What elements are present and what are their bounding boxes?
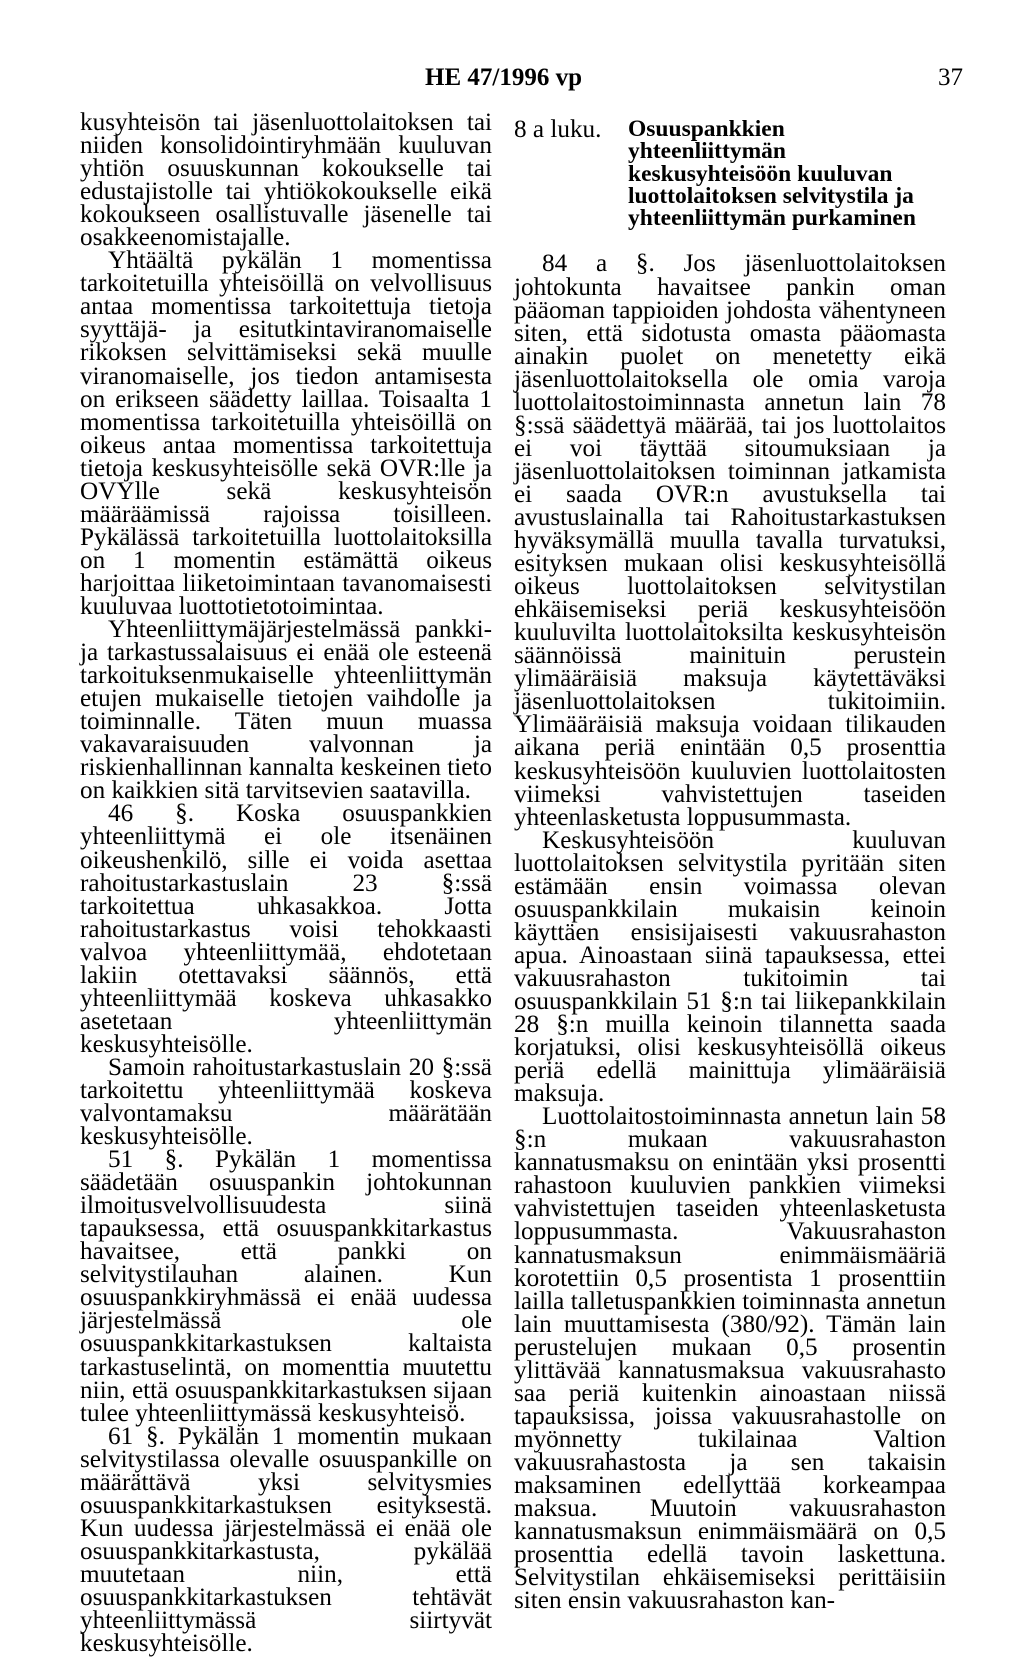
page-header (0, 64, 1024, 104)
paragraph: 46 §. Koska osuuspankkien yhteenliittymä ei ole itsenäinen oikeushenkilö, sille ei voida asettaa rahoitustarkastuslain 23 §:ssä tarkoitettua uhkasakkoa. Jotta rahoitustarkastus voisi tehokkaasti valvoa yhteenliittymää, ehdotetaan lakiin otettavaksi säännös, että yhteenliittymää koskeva uhkasakko asetetaan yhteenliittymän keskusyhteisölle. (80, 800, 492, 1058)
paragraph: 61 §. Pykälän 1 momentin mukaan selvitystilassa olevalle osuuspankille on määrättävä yksi selvitysmies osuuspankkitarkastuksen esityksestä. Kun uudessa järjestelmässä ei enää ole osuuspankkitarkastusta, pykälää muutetaan niin, että osuuspankkitarkastuksen tehtävät yhteenliittymässä siirtyvät keskusyhteisölle. (80, 1422, 492, 1657)
paragraph: 51 §. Pykälän 1 momentissa säädetään osuuspankin johtokunnan ilmoitusvelvollisuudesta siinä tapauksessa, että osuuspankkitarkastus havaitsee, että pankki on selvitystilauhan alainen. Kun osuuspankkiryhmässä ei enää uudessa järjestelmässä ole osuuspankkitarkastuksen kaltaista tarkastuselintä, on momenttia muutettu niin, että osuuspankkitarkastuksen sijaan tulee yhteenliittymässä keskusyhteisö. (80, 1146, 492, 1427)
page-number: 37 (938, 64, 963, 91)
document-id: HE 47/1996 vp (425, 64, 582, 91)
paragraph: kusyhteisön tai jäsenluottolaitoksen tai niiden konsolidointiryhmään kuuluvan yhtiön osuuskunnan kokoukselle tai edustajistolle tai yhtiökokoukselle eikä kokoukseen osallistuvalle jäsenelle tai osakkeenomistajalle. (80, 109, 492, 252)
left-column (80, 111, 492, 1655)
paragraph: 84 a §. Jos jäsenluottolaitoksen johtokunta havaitsee pankin oman pääoman tappioiden johdosta vähentyneen siten, että sidotusta omasta pääomasta ainakin puolet on menetetty eikä jäsenluottolaitoksella ole omia varoja luottolaitostoiminnasta annetun lain 78 §:ssä säädettyä määrää, tai jos luottolaitos ei voi täyttää sitoumuksiaan ja jäsenluottolaitoksen toiminnan jatkamista ei saada OVR:n avustuksella tai avustuslainalla tai Rahoitustarkastuksen hyväksymällä muulla tavalla turvatuksi, esityksen mukaan olisi keskusyhteisöllä oikeus luottolaitoksen selvitystilan ehkäisemiseksi periä keskusyhteisöön kuuluvilta luottolaitoksilta keskusyhteisön säännöissä mainituin perustein ylimääräisiä maksuja käytettäväksi jäsenluottolaitoksen tukitoimiin. Ylimääräisiä maksuja voidaan tilikauden aikana periä enintään 0,5 prosenttia keskusyhteisöön kuuluvien luottolaitosten viimeksi vahvistettujen taseiden yhteenlasketusta loppusummasta. (514, 250, 946, 831)
chapter-title: Osuuspankkien yhteenliittymän keskusyhteisöön kuuluvan luottolaitoksen selvitystila ja yhteenliittymän purkaminen (628, 116, 916, 232)
paragraph: Luottolaitostoiminnasta annetun lain 58 §:n mukaan vakuusrahaston kannatusmaksu on enintään yksi prosentti rahastoon kuuluvien pankkien viimeksi vahvistettujen taseiden yhteenlasketusta loppusummasta. Vakuusrahaston kannatusmaksun enimmäismääriä korotettiin 0,5 prosentista 1 prosenttiin lailla talletuspankkien toiminnasta annetun lain muuttamisesta (380/92). Tämän lain perustelujen mukaan 0,5 prosentin ylittävää kannatusmaksua vakuusrahasto saa periä kuitenkin ainoastaan niissä tapauksissa, joissa vakuusrahastolle on myönnetty tukilainaa Valtion vakuusrahastosta ja sen takaisin maksaminen edellyttää korkeampaa maksua. Muutoin vakuusrahaston kannatusmaksun enimmäismäärä on 0,5 prosenttia edellä tavoin laskettuna. Selvitystilan ehkäisemiseksi perittäisiin siten ensin vakuusrahaston kan- (514, 1103, 946, 1615)
paragraph: Yhtäältä pykälän 1 momentissa tarkoitetuilla yhteisöillä on velvollisuus antaa momentissa tarkoitettuja tietoja syyttäjä- ja esitutkintaviranomaiselle rikoksen selvittämiseksi sekä muulle viranomaiselle, jos tiedon antamisesta on erikseen säädetty laillaa. Toisaalta 1 momentissa tarkoitetuilla yhteisöillä on oikeus antaa momentissa tarkoitettuja tietoja keskusyhteisölle sekä OVR:lle ja OVYlle sekä keskusyhteisön määräämissä rajoissa toisilleen. Pykälässä tarkoitetuilla luottolaitoksilla on 1 momentin estämättä oikeus harjoittaa liiketoimintaan tavanomaisesti kuuluvaa luottotietotoimintaa. (80, 247, 492, 620)
paragraph: Yhteenliittymäjärjestelmässä pankki- ja tarkastussalaisuus ei enää ole esteenä tarkoituksenmukaiselle yhteenliittymän etujen mukaiselle tietojen vaihdolle ja toiminnalle. Täten muun muassa vakavaraisuuden valvonnan ja riskienhallinnan kannalta keskeinen tieto on kaikkien sitä tarvitsevien saatavilla. (80, 616, 492, 805)
right-column (514, 116, 946, 1615)
chapter-heading (514, 116, 946, 232)
chapter-number: 8 a luku. (514, 116, 602, 143)
paragraph: Keskusyhteisöön kuuluvan luottolaitoksen selvitystila pyritään siten estämään ensin voimassa olevan osuuspankkilain mukaisin keinoin käyttäen ensisijaisesti vakuusrahaston apua. Ainoastaan siinä tapauksessa, ettei vakuusrahaston tukitoimin tai osuuspankkilain 51 §:n tai liikepankkilain 28 §:n muilla keinoin tilannetta saada korjatuksi, olisi keskusyhteisöllä oikeus periä edellä mainittuja ylimääräisiä maksuja. (514, 826, 946, 1108)
paragraph: Samoin rahoitustarkastuslain 20 §:ssä tarkoitettu yhteenliittymää koskeva valvontamaksu määrätään keskusyhteisölle. (80, 1053, 492, 1151)
